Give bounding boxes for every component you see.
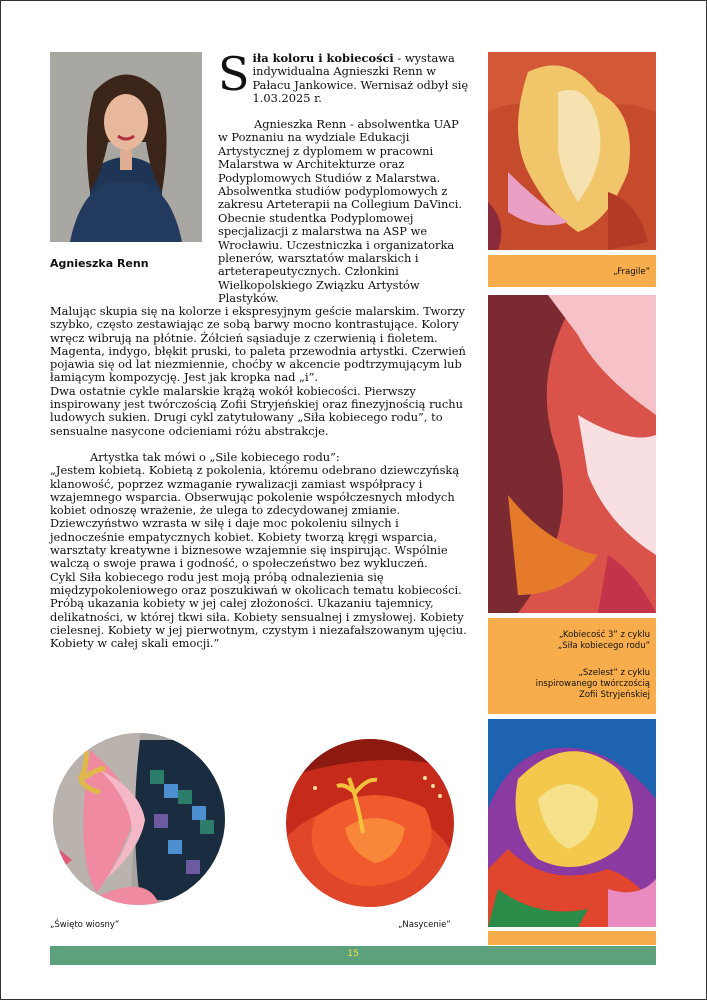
szelest-caption-line2: inspirowanego twórczością [535,679,650,689]
paragraph-color: Malując skupia się na kolorze i ekspresyjnym geście malarskim. Tworzy szybko, często zestawiając ze sobą barwy mocno kontrastujące. Kolory wręcz wibrują na płótnie. Żółcień sąsiaduje z czerwienią i fioletem. Magenta, indygo, błękit pruski, to paleta przewodnia artystki. Czerwień pojawia się od lat niezmiennie, choćby w akcencie podtrzymującym lub łamiącym kompozycję. Jest jak kropka nad „i”. [50,304,466,385]
drop-cap: S [218,47,250,101]
paragraph-quote: „Jestem kobietą. Kobietą z pokolenia, któremu odebrano dziewczyńską klanowość, poprzez wzmaganie rywalizacji zamiast współpracy i wzajemnego wsparcia. Obserwując pokolenie współczesnych młodych kobiet odnoszę wrażenie, że ulega to zdecydowanej zmianie. Dziewczyństwo wzrasta w siłę i daje moc pokoleniu silnych i jednocześnie empatycznych kobiet. Kobiety tworzą kręgi wsparcia, warsztaty kreatywne i biznesowe wzajemnie się inspirując. Wspólnie walczą o swoje prawa i godność, o społeczeństwo bez wykluczeń. [50,463,460,571]
szelest-caption-line1: „Szelest” z cyklu [578,668,650,678]
intro-paragraph [218,47,470,106]
artist-portrait [50,52,202,242]
paragraph-quote-intro [50,451,475,464]
kobiecosc-szelest-caption-panel [488,618,656,714]
footer-bar [50,946,656,965]
nasycenie-caption: „Nasycenie” [398,920,451,930]
paragraph-cycle-statement: Cykl Siła kobiecego rodu jest moją próbą odnalezienia się międzypokoleniowego oraz poszukiwań w okolicach tematu kobiecości. Próbą ukazania kobiety w jej całej złożoności. Ukazaniu tajemnicy, delikatności, w której tkwi siła. Kobiety sensualnej i zmysłowej. Kobiety cielesnej. Kobiety w jej pierwotnym, czystym i niezafałszowanym ujęciu. Kobiety w całej skali emocji.” [50,569,467,651]
fragile-caption: „Fragile” [613,267,650,277]
kobiecosc-caption-line2: „Siła kobiecego rodu” [557,641,650,651]
bio-paragraph [218,118,470,306]
kobiecosc-caption-line1: „Kobiecość 3” z cyklu [558,630,650,640]
szelest-caption [536,668,650,701]
bio-text: Agnieszka Renn - absolwentka UAP w Poznaniu na wydziale Edukacji Artystycznej z dyplomem w pracowni Malarstwa w Architekturze oraz Podyplomowych Studiów z Malarstwa. Absolwentka studiów podyplomowych z zakresu Arteterapii na Collegium DaVinci. Obecnie studentka Podyplomowej specjalizacji z malarstwa na ASP we Wrocławiu. Uczestniczka i organizatorka plenerów, warsztatów malarskich i arteterapeutycznych. Członkini Wielkopolskiego Związku Artystów Plastyków. [218,117,463,306]
intro-text: - wystawa indywidualna Agnieszki Renn w Pałacu Jankowice. Wernisaż odbył się 1.03.2025 r. [252,51,469,106]
article-body [50,305,475,650]
bottom-orange-strip [488,931,656,945]
painting-fragile [488,52,656,250]
kobiecosc-caption [558,630,650,652]
painting-kobiecosc-3 [488,295,656,613]
painting-swieto-wiosny [50,730,228,908]
quote-intro-text: Artystka tak mówi o „Sile kobiecego rodu”: [90,449,340,464]
swieto-caption: „Święto wiosny” [50,920,120,930]
exhibition-title: iła koloru i kobiecości [252,51,394,65]
portrait-caption: Agnieszka Renn [50,257,149,270]
fragile-caption-panel [488,255,656,287]
paragraph-cycles: Dwa ostatnie cykle malarskie krążą wokół kobiecości. Pierwszy inspirowany jest twórczością Zofii Stryjeńskiej oraz finezyjnością ruchu ludowych sukien. Drugi cykl zatytułowany „Siła kobiecego rodu”, to sensualne nasycone odcieniami różu abstrakcje. [50,383,463,438]
page-number: 15 [347,949,359,959]
painting-nasycenie [285,738,455,908]
szelest-caption-line3: Zofii Stryjeńskiej [579,690,650,700]
painting-szelest [488,719,656,927]
